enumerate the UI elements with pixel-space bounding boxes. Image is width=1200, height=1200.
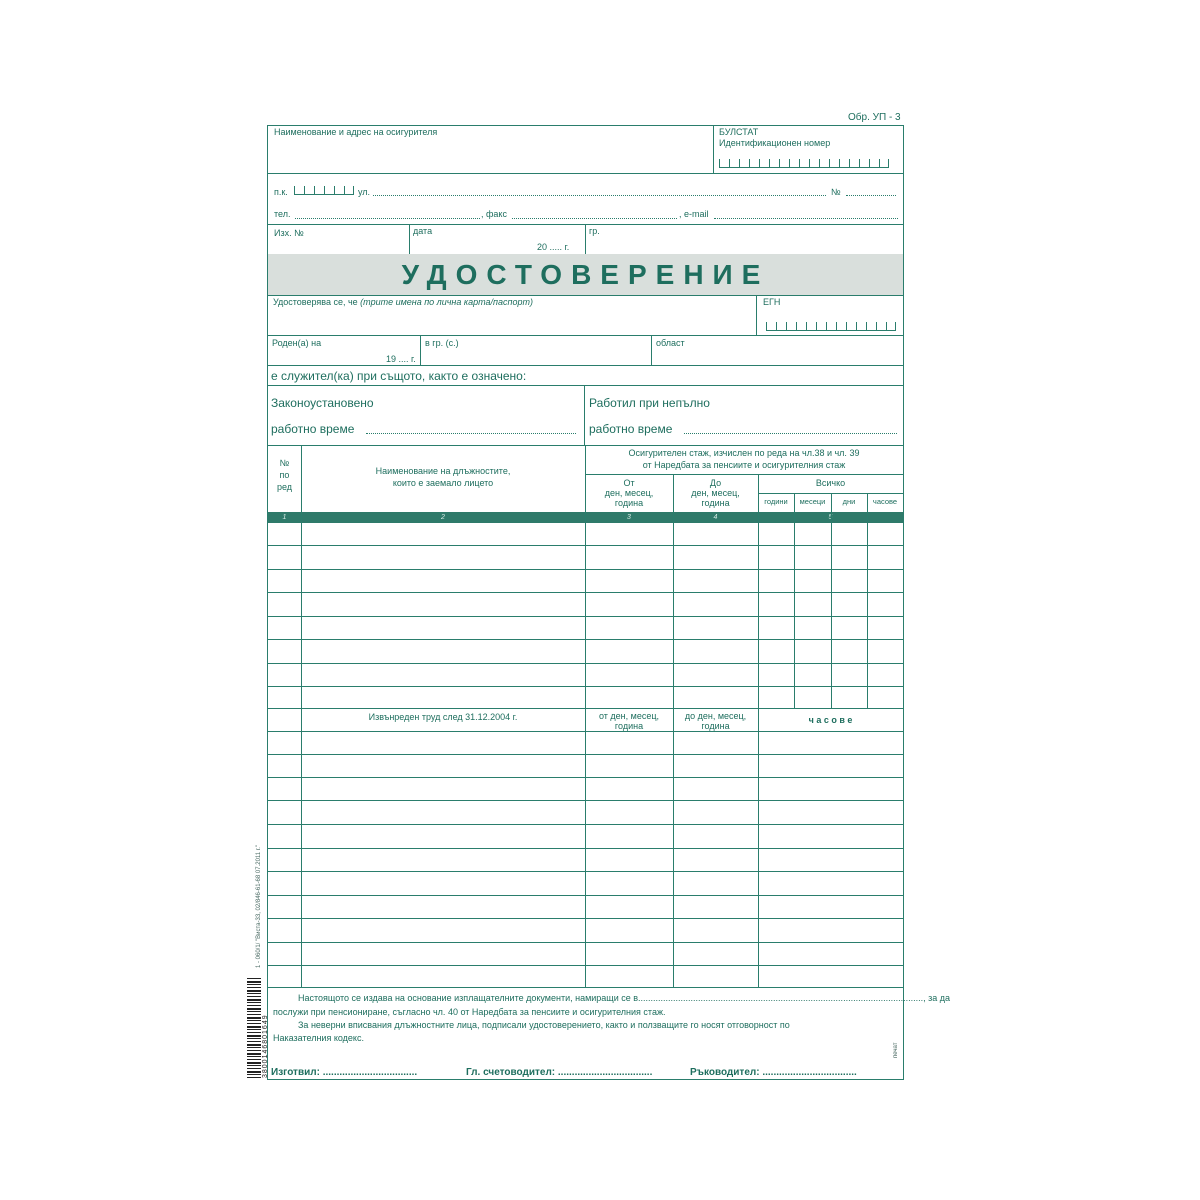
col-to-line1: До (709, 478, 722, 488)
outgoing-number-label: Изх. № (274, 228, 304, 238)
overtime-from-line2: година (614, 721, 644, 731)
col-number-5: 5 (828, 514, 833, 521)
egn-boxes[interactable] (766, 322, 896, 331)
part-time-hours-label: работно време (589, 422, 673, 436)
postcode-label: п.к. (274, 187, 288, 197)
email-field[interactable] (714, 218, 898, 219)
chief-accountant: Гл. счетоводител: .................................. (466, 1067, 653, 1078)
divider (409, 224, 410, 254)
divider (268, 295, 903, 296)
phone-label: тел. (274, 209, 291, 219)
col-total-header: Всичко (815, 478, 846, 488)
employee-line: е служител(ка) при същото, както е означено: (271, 369, 527, 383)
postcode-boxes[interactable] (294, 186, 354, 195)
col-to-header (673, 478, 758, 508)
certify-hint: (трите имена по лична карта/паспорт) (360, 297, 533, 307)
divider (268, 365, 903, 366)
certify-label (273, 298, 533, 307)
table-row[interactable] (268, 895, 903, 896)
col-line (831, 493, 832, 708)
divider (585, 474, 903, 475)
form-code: Обр. УП - 3 (848, 112, 901, 123)
col-position-header (301, 465, 585, 489)
table-row[interactable] (268, 639, 903, 640)
number-field[interactable] (846, 195, 896, 196)
divider (756, 295, 757, 335)
table-row[interactable] (268, 545, 903, 546)
street-label: ул. (358, 187, 371, 197)
divider (651, 335, 652, 365)
number-label: № (831, 187, 841, 197)
table-row[interactable] (268, 569, 903, 570)
col-no-line3: ред (276, 482, 293, 492)
street-field[interactable] (373, 195, 826, 196)
fax-label: , факс (481, 209, 507, 219)
overtime-hours: ч а с о в е (808, 715, 853, 725)
statutory-hours-label: работно време (271, 422, 355, 436)
email-label: , e-mail (679, 209, 709, 219)
barcode (247, 978, 261, 1078)
statutory-label: Законоустановено (271, 396, 374, 410)
date-year: 20 ..... г. (537, 242, 570, 252)
col-line (867, 493, 868, 708)
divider (713, 125, 714, 173)
col-line (794, 493, 795, 708)
col-months: месеци (799, 497, 826, 506)
col-from-line1: От (623, 478, 635, 488)
table-row[interactable] (268, 918, 903, 919)
phone-field[interactable] (295, 218, 480, 219)
table-row[interactable] (268, 754, 903, 755)
manager: Ръководител: .................................. (690, 1067, 857, 1078)
col-no-line1: № (279, 458, 290, 468)
table-row[interactable] (268, 824, 903, 825)
col-position-line1: Наименование на длъжностите, (375, 466, 511, 476)
col-number-1: 1 (282, 514, 287, 521)
table-row[interactable] (268, 965, 903, 966)
table-row[interactable] (268, 942, 903, 943)
divider (268, 173, 903, 174)
born-year: 19 .... г. (386, 354, 416, 364)
col-hours: часове (872, 497, 898, 506)
insurance-header-line2: от Наредбата за пенсиите и осигурителния стаж (642, 460, 846, 470)
col-to-line3: година (701, 498, 730, 508)
table-row[interactable] (268, 871, 903, 872)
part-time-label: Работил при непълно (589, 396, 710, 410)
date-label: дата (413, 226, 433, 236)
insurance-header (585, 447, 903, 471)
table-row[interactable] (268, 616, 903, 617)
certify-text: Удостоверява се, че (273, 297, 358, 307)
divider (268, 335, 903, 336)
bulstat-boxes[interactable] (719, 159, 889, 168)
overtime-from-line1: от ден, месец, (598, 711, 659, 721)
footer-line-1: Настоящото се издава на основание изплащателните документи, намиращи се в.................................................................................................................., за да (298, 993, 950, 1003)
table-row[interactable] (268, 800, 903, 801)
prepared-by: Изготвил: .................................. (271, 1067, 418, 1078)
col-days: дни (842, 497, 856, 506)
col-from-line3: година (614, 498, 644, 508)
col-years: години (764, 497, 788, 506)
part-time-hours-field[interactable] (684, 433, 897, 434)
egn-label: ЕГН (763, 297, 781, 307)
divider (268, 731, 903, 732)
footer-line-3: За неверни вписвания длъжностните лица, подписали удостоверението, както и ползващите го носят отговорност по (298, 1020, 790, 1030)
statutory-hours-field[interactable] (366, 433, 576, 434)
col-to-line2: ден, месец, (691, 488, 740, 498)
table-row[interactable] (268, 592, 903, 593)
overtime-to (673, 711, 758, 731)
overtime-to-line1: до ден, месец, (684, 711, 747, 721)
divider (585, 224, 586, 254)
overtime-label: Извънреден труд след 31.12.2004 г. (368, 712, 518, 722)
print-mark: печат (893, 1042, 899, 1058)
insurance-header-line1: Осигурителен стаж, изчислен по реда на чл.38 и чл. 39 (628, 448, 860, 458)
divider (268, 385, 903, 386)
col-no-line2: по (279, 470, 290, 480)
divider (584, 385, 585, 445)
fax-field[interactable] (512, 218, 677, 219)
table-row[interactable] (268, 686, 903, 687)
divider (268, 987, 903, 988)
footer-line-4: Наказателния кодекс. (273, 1033, 364, 1043)
overtime-from (585, 711, 673, 731)
col-position-line2: които е заемало лицето (392, 478, 494, 488)
col-number-3: 3 (627, 514, 631, 521)
overtime-to-line2: година (701, 721, 730, 731)
footer-line-2: послужи при пенсиониране, съгласно чл. 40 от Наредбата за пенсиите и осигурителния стаж. (273, 1007, 666, 1017)
col-from-header (585, 478, 673, 508)
id-number-label: Идентификационен номер (719, 138, 831, 148)
print-note: 1 - 060/1/ "Виста-33, 02/846-61-68 07.2011 г." (256, 844, 262, 968)
col-from-line2: ден, месец, (604, 488, 654, 498)
col-number-2: 2 (441, 514, 445, 521)
table-row[interactable] (268, 663, 903, 664)
col-no-header (268, 457, 301, 493)
document-title: УДОСТОВЕРЕНИЕ (401, 259, 770, 290)
table-row[interactable] (268, 848, 903, 849)
region-label: област (656, 338, 685, 348)
born-label: Роден(а) на (272, 338, 322, 348)
table-row[interactable] (268, 777, 903, 778)
bulstat-label: БУЛСТАТ (719, 127, 759, 137)
barcode-digits: 3800146801649 (262, 1014, 269, 1078)
divider (420, 335, 421, 365)
employer-name-label: Наименование и адрес на осигурителя (274, 127, 438, 137)
birth-city-label: в гр. (с.) (425, 338, 459, 348)
table-row[interactable] (268, 708, 903, 709)
col-number-4: 4 (713, 514, 718, 521)
city-label: гр. (589, 226, 600, 236)
